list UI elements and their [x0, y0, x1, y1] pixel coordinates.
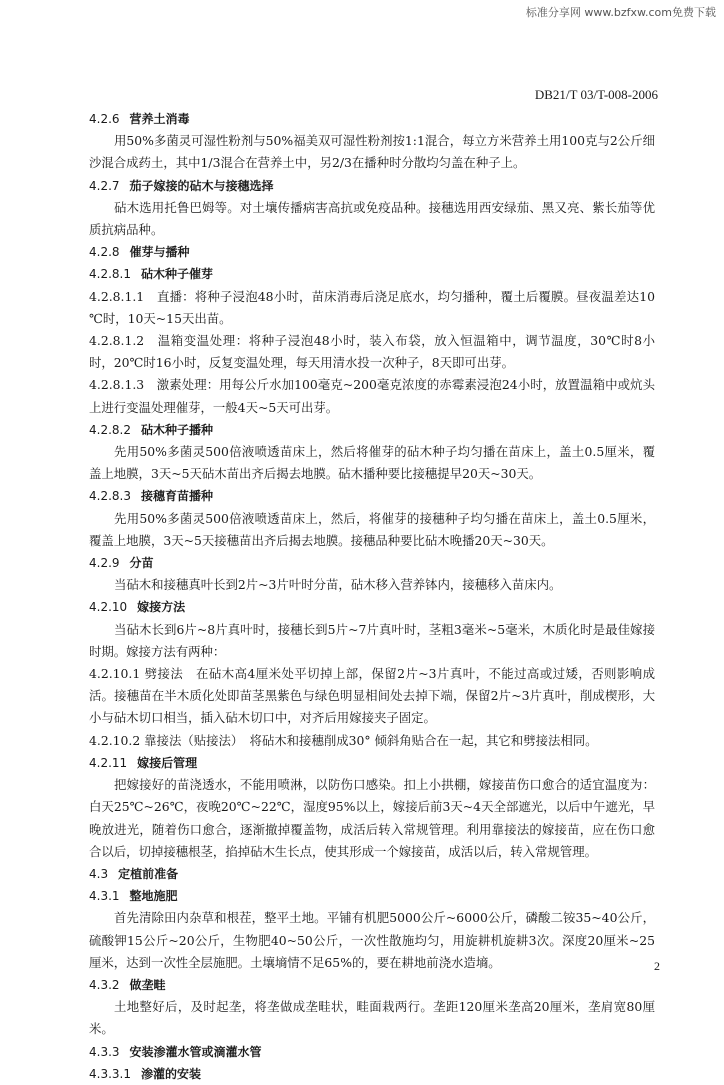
section-number: 4.2.8.3 [89, 489, 131, 504]
section-title: 安装渗灌水管或滴灌水管 [129, 1044, 262, 1059]
section-title: 茄子嫁接的砧木与接穗选择 [129, 178, 274, 193]
section-heading [89, 419, 655, 441]
section-number: 4.2.11 [89, 755, 128, 770]
section-title: 嫁接方法 [137, 600, 186, 615]
section-title: 嫁接后管理 [137, 755, 198, 770]
section-number: 4.3.3.1 [89, 1066, 131, 1081]
section-heading [89, 885, 655, 907]
section-number: 4.3.1 [89, 889, 120, 904]
section-number: 4.2.8.2 [89, 422, 131, 437]
page-number: 2 [654, 959, 660, 973]
paragraph: 把嫁接好的苗浇透水，不能用喷淋，以防伤口感染。扣上小拱棚，嫁接苗伤口愈合的适宜温度为：白天25℃~26℃，夜晚20℃~22℃，湿度95%以上，嫁接后前3天~4天全部遮光，以后中午遮光，早晚放进光，随着伤口愈合，逐渐撤掉覆盖物，成活后转入常规管理。利用靠接法的嫁接苗，应在伤口愈合以后，切掉接穗根茎，掐掉砧木生长点，使其形成一个嫁接苗，成活以后，转入常规管理。 [89, 777, 655, 859]
section-heading [89, 108, 655, 130]
paragraph: 砧木选用托鲁巴姆等。对土壤传播病害高抗或免疫品种。接穗选用西安绿茄、黑又亮、紫长茄等优质抗病品种。 [89, 199, 655, 238]
section-heading [89, 752, 655, 774]
paragraph: 当砧木和接穗真叶长到2片~3片叶时分苗，砧木移入营养钵内，接穗移入苗床内。 [114, 577, 562, 593]
section-title: 做垄畦 [129, 977, 166, 992]
paragraph: 4.2.10.1 劈接法 在砧木高4厘米处平切掉上部，保留2片~3片真叶，不能过高或过矮，否则影响成活。接穗苗在半木质化处即苗茎黑紫色与绿色明显相间处去掉下端，保留2片~3片真叶，削成楔形，大小与砧木切口相当，插入砧木切口中，对齐后用嫁接夹子固定。 [89, 666, 655, 726]
watermark: 标准分享网 www.bzfxw.com免费下载 [525, 6, 716, 19]
section-number: 4.2.10 [89, 600, 128, 615]
section-heading [89, 263, 655, 285]
section-title: 营养土消毒 [129, 112, 190, 126]
section-title: 整地施肥 [129, 889, 178, 904]
section-number: 4.2.8 [89, 245, 120, 260]
section-number: 4.3 [89, 866, 109, 881]
section-title: 催芽与播种 [129, 245, 190, 260]
section-heading [89, 1063, 655, 1085]
section-heading [89, 1041, 655, 1063]
section-title: 渗灌的安装 [140, 1066, 201, 1081]
section-heading [89, 485, 655, 507]
section-heading [89, 175, 655, 197]
section-heading [89, 552, 655, 574]
section-heading [89, 974, 655, 996]
section-title: 接穗育苗播种 [140, 489, 213, 504]
section-heading [89, 241, 655, 263]
section-title: 砧木种子播种 [140, 422, 213, 437]
paragraph: 先用50%多菌灵500倍液喷透苗床上，然后，将催芽的接穗种子均匀播在苗床上，盖土0.5厘米，覆盖上地膜，3天~5天接穗苗出齐后揭去地膜。接穗品种要比砧木晚播20天~30天。 [89, 510, 655, 548]
paragraph: 4.2.8.1.3 激素处理：用每公斤水加100毫克~200毫克浓度的赤霉素浸泡24小时，放置温箱中或炕头上进行变温处理催芽，一般4天~5天可出芽。 [89, 377, 655, 415]
paragraph: 4.2.8.1.2 温箱变温处理：将种子浸泡48小时，装入布袋，放入恒温箱中，调节温度，30℃时8小时，20℃时16小时，反复变温处理，每天用清水投一次种子，8天即可出芽。 [89, 333, 655, 371]
document-number: DB21/T 03/T-008-2006 [534, 87, 658, 102]
section-number: 4.2.7 [89, 178, 120, 193]
paragraph: 用50%多菌灵可湿性粉剂与50%福美双可湿性粉剂按1:1混合，每立方米营养土用100克与2公斤细沙混合成药土，其中1/3混合在营养土中，另2/3在播种时分散均匀盖在种子上。 [89, 133, 655, 171]
section-title: 定植前准备 [118, 866, 179, 881]
paragraph: 4.2.10.2 靠接法（贴接法） 将砧木和接穗削成30° 倾斜角贴合在一起，其它和劈接法相同。 [89, 732, 598, 748]
paragraph: 先用50%多菌灵500倍液喷透苗床上，然后将催芽的砧木种子均匀播在苗床上，盖土0.5厘米，覆盖上地膜，3天~5天砧木苗出齐后揭去地膜。砧木播种要比接穗提早20天~30天。 [89, 444, 655, 482]
paragraph: 当砧木长到6片~8片真叶时，接穗长到5片~7片真叶时，茎粗3毫米~5毫米，木质化时是最佳嫁接时期。嫁接方法有两种： [89, 621, 655, 659]
paragraph: 首先清除田内杂草和根茬，整平土地。平铺有机肥5000公斤~6000公斤，磷酸二铵35~40公斤，硫酸钾15公斤~20公斤，生物肥40~50公斤，一次性散施均匀，用旋耕机旋耕3次。深度20厘米~25厘米，达到一次性全层施肥。土壤墒情不足65%的，要在耕地前浇水造墒。 [89, 910, 655, 970]
section-heading [89, 863, 655, 885]
section-title: 砧木种子催芽 [140, 267, 213, 282]
paragraph: 土地整好后，及时起垄，将垄做成垄畦状，畦面栽两行。垄距120厘米垄高20厘米，垄肩宽80厘米。 [89, 999, 655, 1037]
section-heading [89, 596, 655, 618]
section-number: 4.2.6 [89, 112, 120, 126]
section-number: 4.2.9 [89, 556, 120, 571]
section-number: 4.3.2 [89, 977, 120, 992]
section-title: 分苗 [129, 556, 154, 571]
paragraph: 4.2.8.1.1 直播：将种子浸泡48小时，苗床消毒后浇足底水，均匀播种，覆土后覆膜。昼夜温差达10 ℃时，10天~15天出苗。 [89, 288, 655, 326]
section-number: 4.3.3 [89, 1044, 120, 1059]
section-number: 4.2.8.1 [89, 267, 131, 282]
document-body [89, 108, 655, 1085]
